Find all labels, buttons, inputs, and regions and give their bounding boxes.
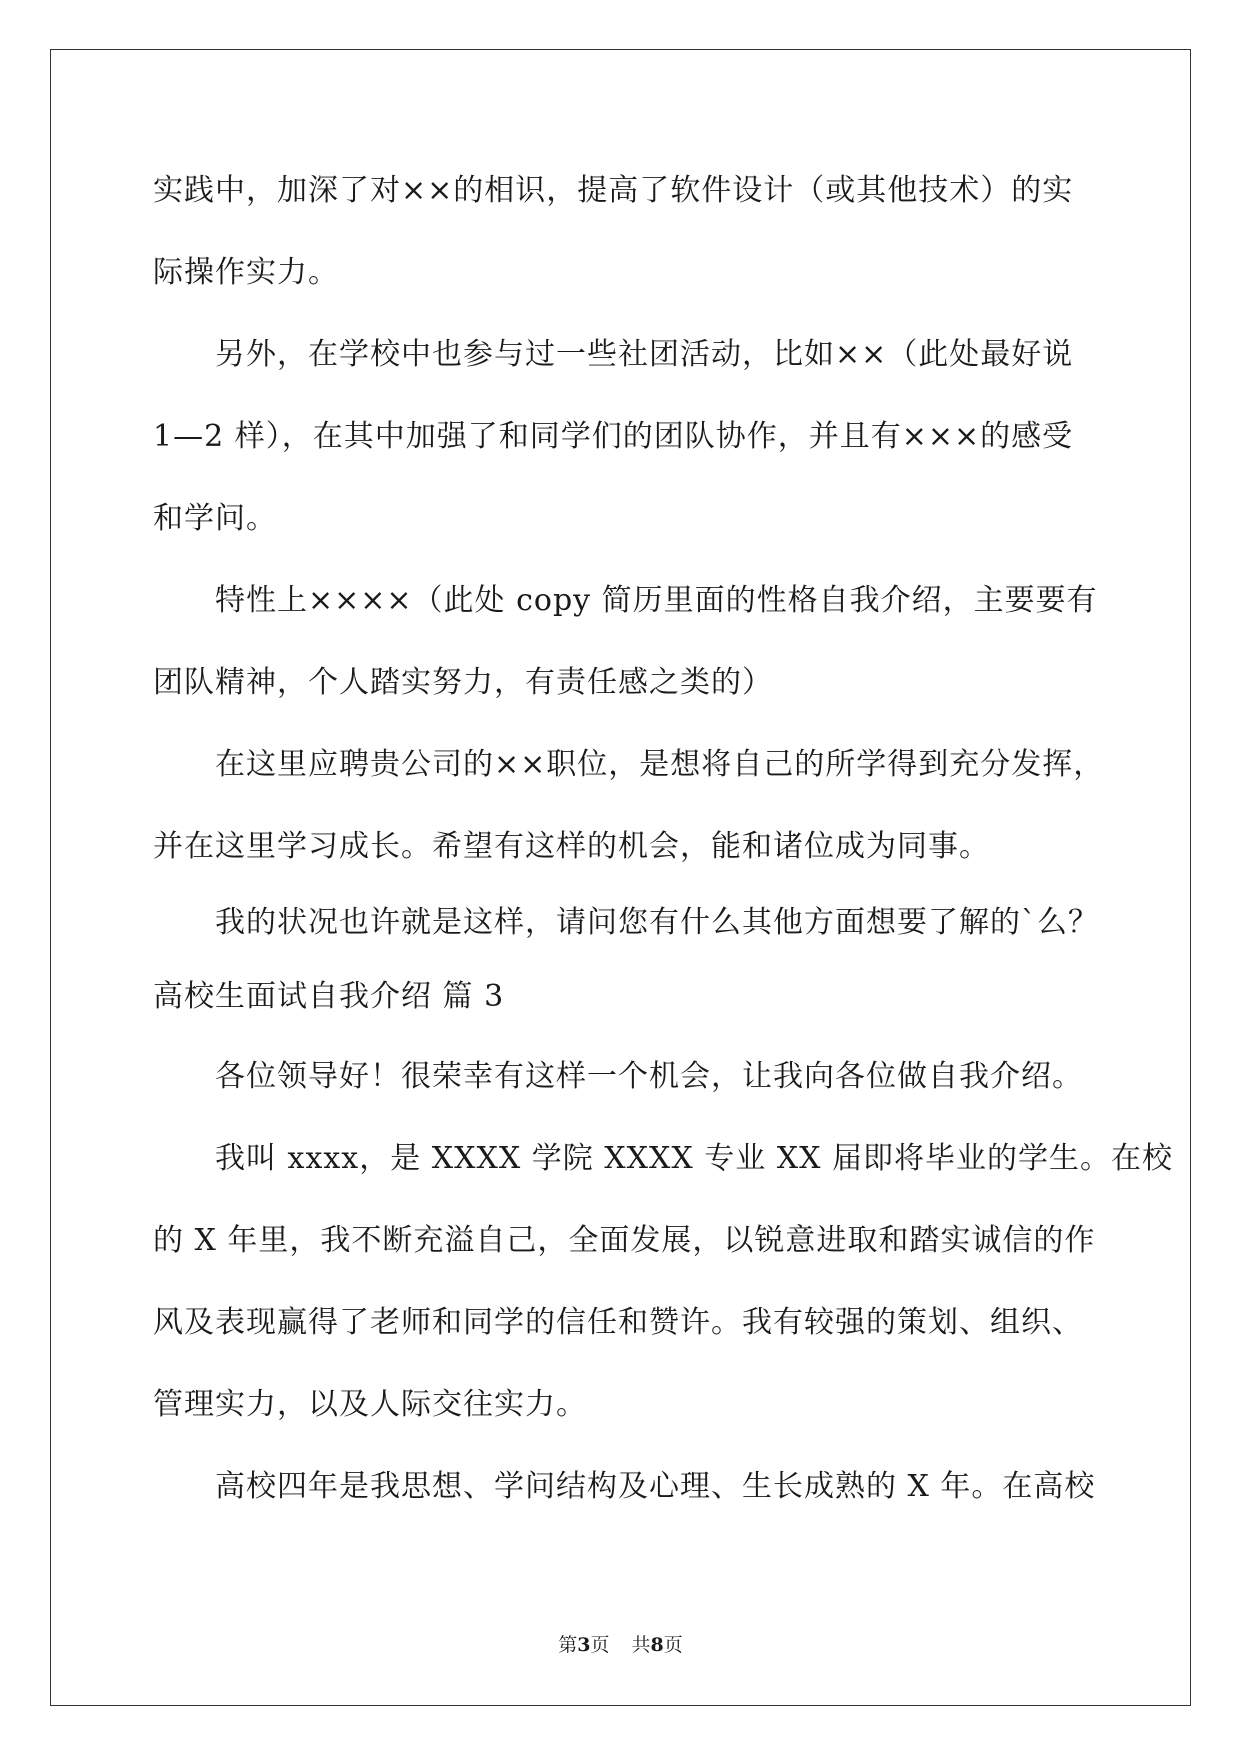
- section-heading: 高校生面试自我介绍 篇 3: [153, 979, 505, 1014]
- paragraph-start: 另外，在学校中也参与过一些社团活动，比如××（此处最好说: [215, 337, 1074, 372]
- paragraph-start: 高校四年是我思想、学问结构及心理、生长成熟的 X 年。在高校: [215, 1469, 1096, 1504]
- text-line: 并在这里学习成长。希望有这样的机会，能和诸位成为同事。: [153, 829, 990, 864]
- page-footer: [0, 1630, 1241, 1657]
- paragraph-start: 我的状况也许就是这样，请问您有什么其他方面想要了解的`么？: [215, 905, 1099, 940]
- text-line: 团队精神，个人踏实努力，有责任感之类的）: [153, 665, 773, 700]
- page-prefix: 第: [558, 1634, 578, 1656]
- page-unit: 页: [590, 1634, 610, 1656]
- text-line: 实践中，加深了对××的相识，提高了软件设计（或其他技术）的实: [153, 173, 1074, 208]
- paragraph-start: 各位领导好！很荣幸有这样一个机会，让我向各位做自我介绍。: [215, 1059, 1083, 1094]
- document-body: [153, 160, 1174, 1538]
- paragraph-start: 特性上××××（此处 copy 简历里面的性格自我介绍，主要要有: [215, 583, 1098, 618]
- paragraph-start: 我叫 xxxx，是 XXXX 学院 XXXX 专业 XX 届即将毕业的学生。在校: [215, 1141, 1174, 1176]
- page-total: 8: [650, 1634, 664, 1656]
- page-current: 3: [577, 1634, 591, 1656]
- total-unit: 页: [663, 1634, 683, 1656]
- text-line: 际操作实力。: [153, 255, 339, 290]
- text-line: 的 X 年里，我不断充溢自己，全面发展，以锐意进取和踏实诚信的作: [153, 1223, 1096, 1258]
- total-prefix: 共: [631, 1634, 651, 1656]
- paragraph-start: 在这里应聘贵公司的××职位，是想将自己的所学得到充分发挥，: [215, 747, 1105, 782]
- text-line: 管理实力，以及人际交往实力。: [153, 1387, 587, 1422]
- text-line: 风及表现赢得了老师和同学的信任和赞许。我有较强的策划、组织、: [153, 1305, 1083, 1340]
- text-line: 和学问。: [153, 501, 277, 536]
- text-line: 1—2 样），在其中加强了和同学们的团队协作，并且有×××的感受: [153, 419, 1074, 454]
